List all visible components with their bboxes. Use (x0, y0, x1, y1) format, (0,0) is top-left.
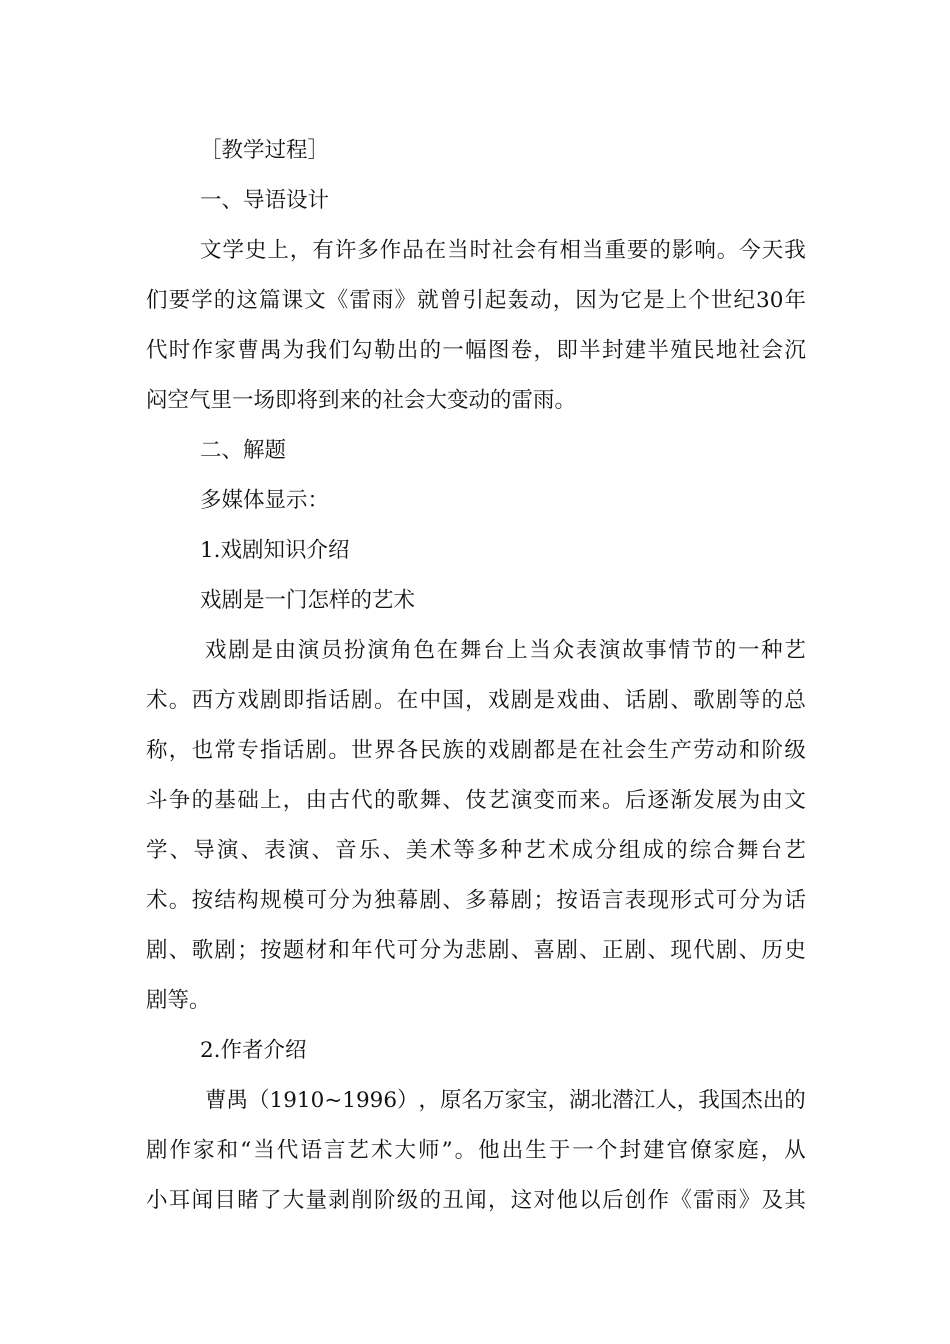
paragraph-intro-line-3: 代 时 作 家 曹 禺 为 我 们 勾 勒 出 的 一 幅 图 卷 ， 即 半 封 建 半 殖 民 地 社 会 沉 (146, 338, 806, 363)
subheading-drama-knowledge: 1.戏剧知识介绍 (200, 538, 350, 563)
paragraph-intro-line-2: 们 要 学 的 这 篇 课 文 《 雷 雨 》 就 曾 引 起 轰 动 ， 因 为 它 是 上 个 世 纪 30 年 (146, 288, 806, 313)
heading-teaching-process: ［教学过程］ (200, 138, 330, 163)
multimedia-label: 多媒体显示： (200, 488, 330, 513)
paragraph-drama-line-8: 剧等。 (146, 988, 211, 1013)
paragraph-drama-line-3: 称 ， 也 常 专 指 话 剧 。 世 界 各 民 族 的 戏 剧 都 是 在 社 会 生 产 劳 动 和 阶 级 (146, 738, 806, 763)
paragraph-intro-line-1: 文 学 史 上 ， 有 许 多 作 品 在 当 时 社 会 有 相 当 重 要 的 影 响 。 今 天 我 (200, 238, 806, 263)
paragraph-drama-line-5: 学 、 导 演 、 表 演 、 音 乐 、 美 术 等 多 种 艺 术 成 分 组 成 的 综 合 舞 台 艺 (146, 838, 806, 863)
paragraph-drama-line-7: 剧 、 歌 剧 ； 按 题 材 和 年 代 可 分 为 悲 剧 、 喜 剧 、 正 剧 、 现 代 剧 、 历 史 (146, 938, 806, 963)
question-what-is-drama: 戏剧是一门怎样的艺术 (200, 588, 416, 613)
paragraph-intro-line-4: 闷空气里一场即将到来的社会大变动的雷雨。 (146, 388, 577, 413)
heading-intro-design: 一、导语设计 (200, 188, 330, 213)
heading-title-analysis: 二、解题 (200, 438, 287, 463)
paragraph-drama-line-4: 斗 争 的 基 础 上 ， 由 古 代 的 歌 舞 、 伎 艺 演 变 而 来 。 后 逐 渐 发 展 为 由 文 (146, 788, 806, 813)
paragraph-author-line-3: 小 耳 闻 目 睹 了 大 量 剥 削 阶 级 的 丑 闻 ， 这 对 他 以 后 创 作 《 雷 雨 》 及 其 (146, 1188, 806, 1213)
paragraph-drama-line-2: 术 。 西 方 戏 剧 即 指 话 剧 。 在 中 国 ， 戏 剧 是 戏 曲 、 话 剧 、 歌 剧 等 的 总 (146, 688, 806, 713)
paragraph-drama-line-6: 术 。 按 结 构 规 模 可 分 为 独 幕 剧 、 多 幕 剧 ； 按 语 言 表 现 形 式 可 分 为 话 (146, 888, 806, 913)
subheading-author-intro: 2.作者介绍 (200, 1038, 307, 1063)
paragraph-author-line-2: 剧 作 家 和 “ 当 代 语 言 艺 术 大 师 ” 。 他 出 生 于 一 个 封 建 官 僚 家 庭 ， 从 (146, 1138, 806, 1163)
paragraph-author-line-1: 曹 禺 （ 1910~1996 ） ， 原 名 万 家 宝 ， 湖 北 潜 江 人 ， 我 国 杰 出 的 (205, 1088, 806, 1113)
paragraph-drama-line-1: 戏 剧 是 由 演 员 扮 演 角 色 在 舞 台 上 当 众 表 演 故 事 情 节 的 一 种 艺 (205, 638, 806, 663)
